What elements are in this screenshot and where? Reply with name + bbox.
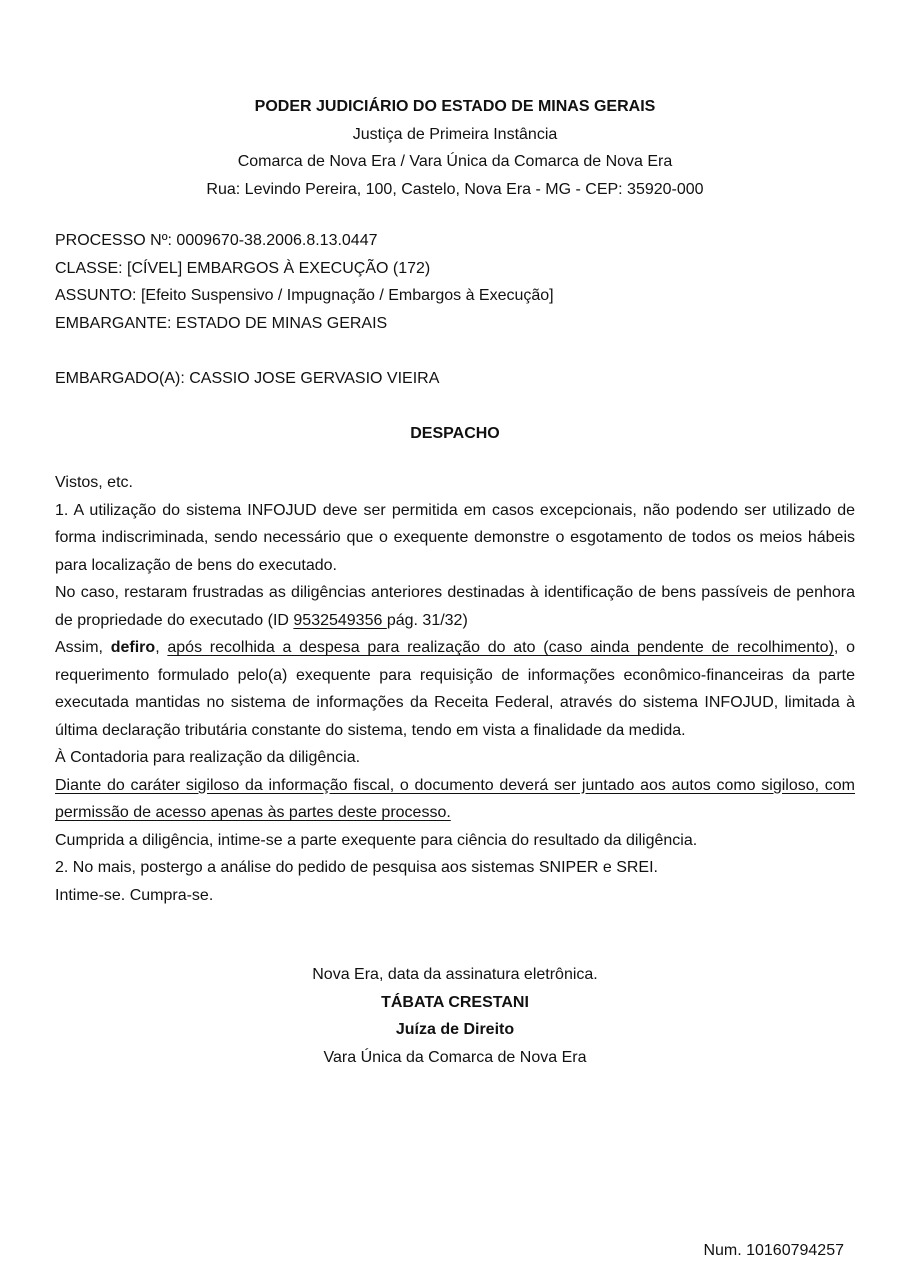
paragraph-text: No caso, restaram frustradas as diligências anteriores destinadas à identificação de bens passíveis de penhora de propriedade do executado (ID: [55, 584, 855, 629]
paragraph-postpone: 2. No mais, postergo a análise do pedido de pesquisa aos sistemas SNIPER e SREI.: [55, 859, 658, 876]
document-header: [0, 93, 910, 203]
document-body: [55, 469, 855, 909]
case-claimant: EMBARGANTE: ESTADO DE MINAS GERAIS: [55, 314, 388, 332]
decision-word: defiro: [110, 639, 156, 656]
spacer: [55, 337, 855, 365]
document-id-link: 9532549356: [293, 611, 387, 629]
paragraph-diligences: [55, 579, 855, 634]
underlined-condition: após recolhida a despesa para realização do ato (caso ainda pendente de recolhimento): [167, 639, 834, 656]
court-address: Rua: Levindo Pereira, 100, Castelo, Nova Era - MG - CEP: 35920-000: [206, 180, 704, 198]
process-number: PROCESSO Nº: 0009670-38.2006.8.13.0447: [55, 232, 378, 249]
court-district: Comarca de Nova Era / Vara Única da Comarca de Nova Era: [237, 153, 673, 170]
court-name: PODER JUDICIÁRIO DO ESTADO DE MINAS GERAIS: [254, 98, 656, 115]
case-metadata: [55, 227, 855, 392]
paragraph-text: , o requerimento formulado pelo(a) exequente para requisição de informações econômico-financeiras da parte executada mantidas no sistema de informações da Receita Federal, através do sistema INFOJUD, limitada à última declaração tributária constante do sistema, tendo em vista a finalidade da medida.: [55, 639, 855, 739]
court-instance: Justiça de Primeira Instância: [352, 125, 558, 143]
paragraph-greeting: Vistos, etc.: [55, 474, 133, 491]
signature-place-date: Nova Era, data da assinatura eletrônica.: [312, 966, 598, 983]
signature-block: [0, 961, 910, 1071]
paragraph-infojud: 1. A utilização do sistema INFOJUD deve ser permitida em casos excepcionais, não podendo ser utilizado de forma indiscriminada, sendo necessário que o exequente demonstre o esgotamento de todos os meios hábeis para localização de bens do executado.: [55, 501, 855, 574]
signer-name: TÁBATA CRESTANI: [381, 993, 529, 1011]
document-number: Num. 10160794257: [703, 1242, 844, 1259]
paragraph-decision: [55, 634, 855, 744]
paragraph-text: ,: [155, 639, 168, 656]
paragraph-accounting: À Contadoria para realização da diligência.: [55, 749, 361, 766]
case-defendant: EMBARGADO(A): CASSIO JOSE GERVASIO VIEIRA: [55, 369, 440, 387]
paragraph-confidential: Diante do caráter sigiloso da informação fiscal, o documento deverá ser juntado aos autos como sigiloso, com permissão de acesso apenas às partes deste processo.: [55, 776, 855, 821]
signer-role: Juíza de Direito: [395, 1021, 515, 1038]
paragraph-closing: Intime-se. Cumpra-se.: [55, 886, 214, 904]
document-title: DESPACHO: [410, 425, 500, 442]
paragraph-text: pág. 31/32): [386, 611, 468, 629]
paragraph-notify: Cumprida a diligência, intime-se a parte exequente para ciência do resultado da diligência.: [55, 831, 698, 849]
signer-court: Vara Única da Comarca de Nova Era: [323, 1048, 587, 1066]
case-subject: ASSUNTO: [Efeito Suspensivo / Impugnação / Embargos à Execução]: [55, 287, 554, 304]
case-class: CLASSE: [CÍVEL] EMBARGOS À EXECUÇÃO (172): [55, 259, 431, 277]
paragraph-text: Assim,: [55, 639, 111, 656]
